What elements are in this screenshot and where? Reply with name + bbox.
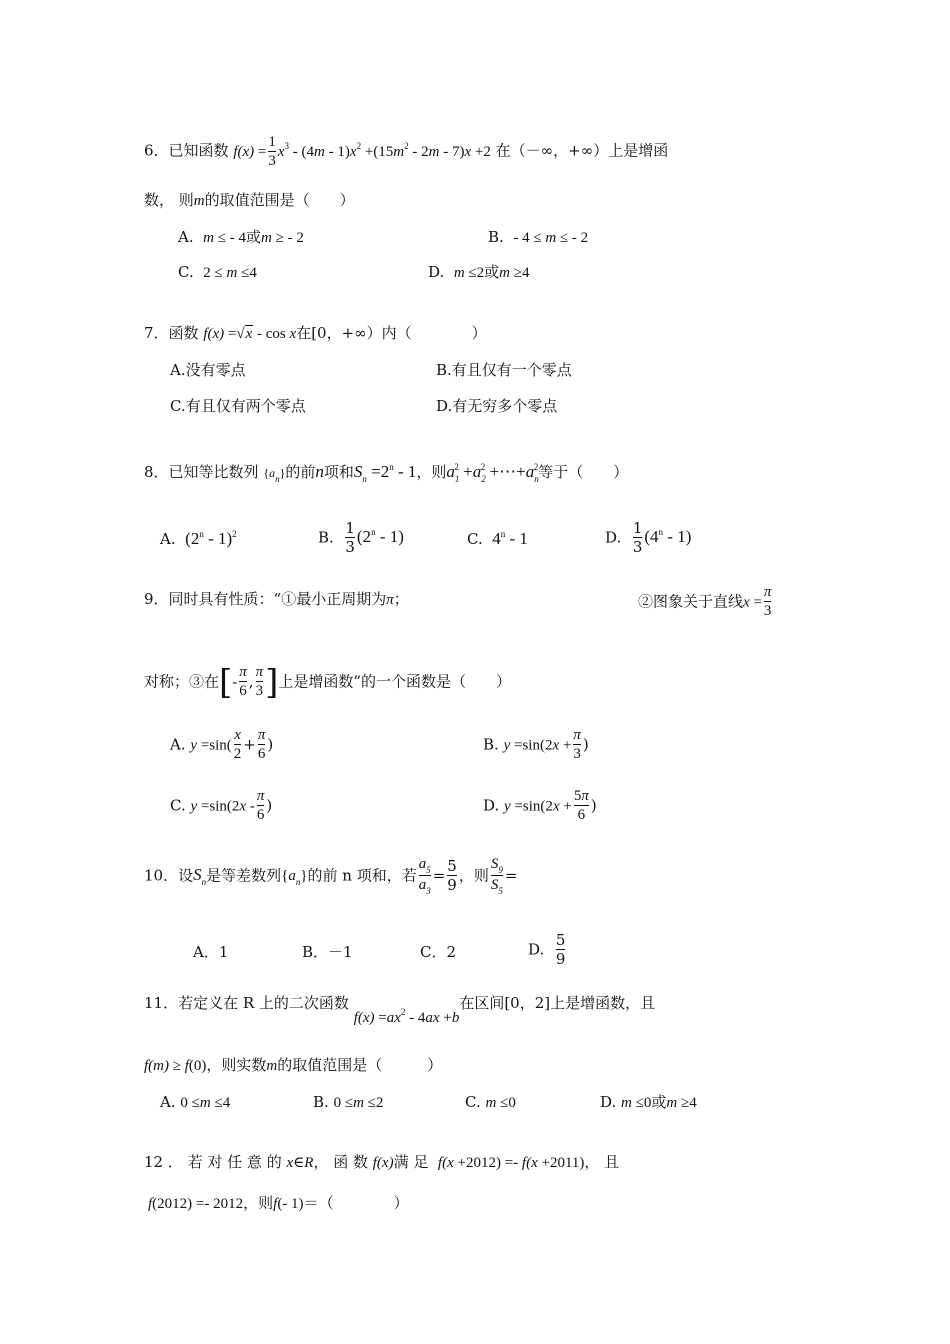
- q7-option-d[interactable]: D.有无穷多个零点: [436, 397, 558, 415]
- q10-option-d[interactable]: D. $\frac{5}{9}$: [528, 931, 566, 969]
- q6-option-d[interactable]: D. m ≤2或m ≥4: [428, 263, 530, 281]
- q9-stem: 9．同时具有性质：“①最小正周期为π；: [144, 590, 409, 608]
- q10-option-a[interactable]: A．1: [193, 943, 229, 961]
- q7-option-a[interactable]: A.没有零点: [170, 361, 246, 379]
- q8-option-c[interactable]: C. 4$^n$ - 1: [467, 529, 528, 548]
- q10-option-c[interactable]: C．2: [420, 943, 457, 961]
- q7-option-b[interactable]: B.有且仅有一个零点: [436, 361, 572, 379]
- q6-stem-cont: 数， 则m的取值范围是（ ）: [144, 191, 355, 209]
- q8-option-b[interactable]: B. $\frac{1}{3}$ (2$^n$ - 1): [318, 519, 404, 557]
- q11-option-b[interactable]: B. 0 ≤m ≤2: [313, 1093, 384, 1111]
- q11-stem-cont: f(m) ≥ f(0)，则实数m的取值范围是（ ）: [144, 1056, 443, 1074]
- q11-option-a[interactable]: A. 0 ≤m ≤4: [160, 1093, 231, 1111]
- q11-option-d[interactable]: D. m ≤0或m ≥4: [600, 1093, 697, 1111]
- q8-option-d[interactable]: D. $\frac{1}{3}$ (4$^n$ - 1): [605, 519, 692, 557]
- q7-stem: 7．函数 f(x) =√x - cos x在[0，+∞）内（ ）: [144, 324, 487, 342]
- q12-stem-cont: f(2012) =- 2012，则f(- 1)＝（ ）: [148, 1194, 409, 1212]
- q9-stem-cont: 对称；③在[- $\frac{\pi}{6}$ , $\frac{\pi}{3}$ ]上是增函数”的一个函数是（ ）: [144, 662, 512, 703]
- q6-option-b[interactable]: B. - 4 ≤ m ≤ - 2: [488, 228, 589, 246]
- q9-option-a[interactable]: A. y =sin( $\frac{x}{2}$ + $\frac{\pi}{6}$ ): [170, 727, 274, 763]
- q7-function: f(x) =√x - cos x: [203, 326, 297, 342]
- q10-option-b[interactable]: B．－1: [302, 943, 353, 961]
- q9-option-b[interactable]: B. y =sin(2x + $\frac{\pi}{3}$ ): [483, 727, 589, 763]
- q7-option-c[interactable]: C.有且仅有两个零点: [170, 397, 306, 415]
- q9-stem-right: ②图象关于直线x = $\frac{\pi}{3}$: [638, 584, 772, 620]
- q6-option-c[interactable]: C. 2 ≤ m ≤4: [178, 263, 257, 281]
- q6-option-a[interactable]: A. m ≤ - 4或m ≥ - 2: [178, 228, 304, 246]
- q9-option-c[interactable]: C. y =sin(2x - $\frac{\pi}{6}$ ): [170, 788, 273, 824]
- q11-stem: 11．若定义在 R 上的二次函数 $f(x) =ax^2 - 4ax +b$在区间[0，2]上是增函数，且: [144, 994, 656, 1026]
- q6-function: f(x) = $\frac{1}{3}$ $x^3 - (4m - 1)x^2 +(15m^2 - 2m - 7)x +2$: [233, 134, 491, 170]
- q8-stem: 8．已知等比数列 $\{a_n\}$的前n项和$S_n =2^n - 1$，则$a_1^2 +a_2^2$ $+\cdots+a_n^2$等于（ ）: [144, 462, 629, 484]
- q8-option-a[interactable]: A. (2$^n$ - 1)$^2$: [160, 529, 237, 548]
- q12-stem: 12 ． 若 对 任 意 的 x∈R， 函 数 f(x)满 足 f(x +2012) =- f(x +2011)， 且: [144, 1153, 620, 1171]
- q6-stem: 6．已知函数 f(x) = $\frac{1}{3}$ $x^3 - (4m - 1)x^2 +(15m^2 - 2m - 7)x +2$ 在（－∞，+∞）上是增函: [144, 134, 669, 170]
- q11-option-c[interactable]: C. m ≤0: [465, 1093, 516, 1111]
- q10-stem: 10．设$S_n$是等差数列$\{a_n\}$的前 n 项和，若 $\frac{a_5}{a_3}$ = $\frac{5}{9}$ ，则 $\frac{S_9}{S_5}$ =: [144, 856, 518, 897]
- q9-option-d[interactable]: D. y =sin(2x + $\frac{5\pi}{6}$ ): [483, 788, 597, 824]
